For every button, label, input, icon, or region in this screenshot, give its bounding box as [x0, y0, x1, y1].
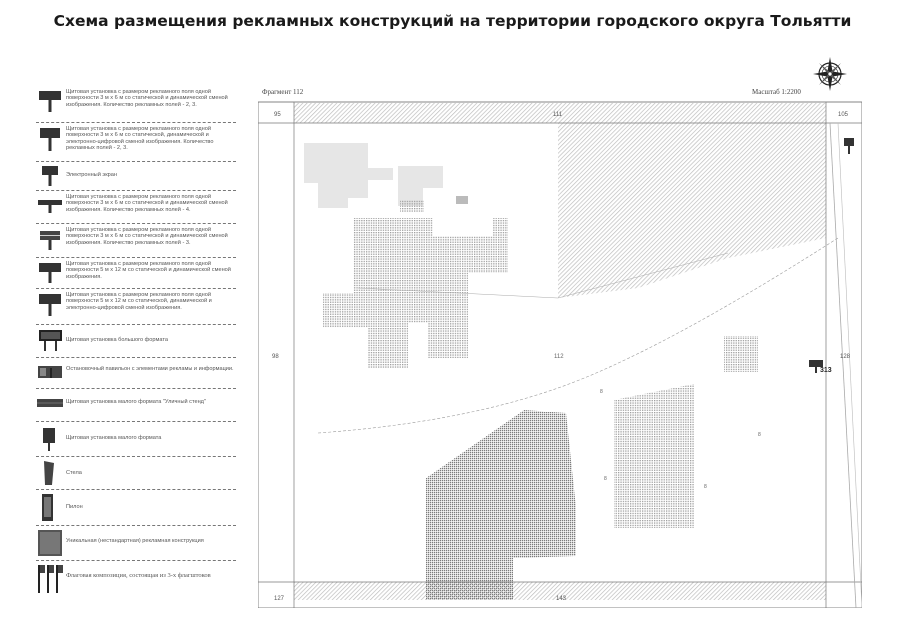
legend-item	[36, 358, 236, 389]
legend	[36, 86, 236, 597]
legend-text: Щитовая установка с размером рекламного поля одной поверхности 3 м х 6 м со статической и динамической сменой изображения. Количество рекламных полей - 2, 3.	[66, 89, 228, 108]
fragment-number: 98	[272, 354, 279, 360]
legend-text: Щитовая установка малого формата	[66, 435, 162, 441]
legend-text: Электронный экран	[66, 172, 117, 178]
building	[724, 336, 758, 372]
billboard-4-fields-icon	[36, 191, 64, 223]
legend-item	[36, 224, 236, 258]
stele-icon	[36, 457, 64, 489]
legend-text: Флаговая композиция, состоящая из 3-х флагштоков	[66, 572, 211, 579]
fragment-number: 128	[840, 354, 851, 360]
map[interactable]	[258, 88, 862, 608]
legend-item	[36, 325, 236, 358]
billboard-5x12-digital-icon	[36, 289, 64, 324]
legend-text: Щитовая установка большого формата	[66, 337, 168, 343]
legend-text: Щитовая установка с размером рекламного поля одной поверхности 3 м х 6 м со статической, динамической и электронно-цифровой сменой изображения. Количество рекламных полей - 2, 3.	[66, 126, 214, 151]
billboard-3-fields-icon	[36, 224, 64, 257]
fragment-label: Фрагмент 112	[262, 88, 304, 96]
map-mark: 8	[600, 389, 603, 395]
unique-construction-icon	[36, 526, 64, 560]
pylon-icon	[36, 490, 64, 525]
compass-rose-icon	[812, 56, 848, 92]
legend-text: Стела	[66, 470, 82, 476]
legend-text: Щитовая установка малого формата "Уличный стенд"	[66, 399, 206, 405]
street-stand-icon	[36, 389, 64, 421]
legend-text: Щитовая установка с размером рекламного поля одной поверхности 3 м х 6 м со статической и динамической сменой изображения. Количество рекламных полей - 3.	[66, 227, 228, 246]
legend-text: Остановочный павильон с элементами рекламы и информации.	[66, 366, 234, 372]
legend-item	[36, 389, 236, 422]
fragment-number: 127	[274, 596, 285, 602]
site-number: 313	[820, 367, 832, 374]
billboard-3x6-static-icon	[36, 86, 64, 122]
legend-text: Уникальная (нестандартная) рекламная конструкция	[66, 538, 204, 544]
building	[456, 196, 468, 204]
fragment-number: 111	[553, 112, 563, 118]
legend-text: Пилон	[66, 504, 83, 510]
fragment-number: 105	[838, 112, 849, 118]
fragment-number: 112	[554, 354, 564, 360]
legend-item	[36, 422, 236, 457]
small-billboard-icon	[36, 422, 64, 456]
map-mark: 8	[758, 432, 761, 438]
legend-item	[36, 258, 236, 289]
page-title: Схема размещения рекламных конструкций на территории городского округа Тольятти	[53, 12, 852, 30]
legend-text: Щитовая установка с размером рекламного поля одной поверхности 5 м х 12 м со статической, динамической и электронно-цифровой сменой изображения.	[66, 292, 212, 311]
legend-item	[36, 526, 236, 561]
map-mark: 8	[704, 484, 707, 490]
legend-item	[36, 561, 236, 597]
legend-item	[36, 123, 236, 162]
legend-text: Щитовая установка с размером рекламного поля одной поверхности 5 м х 12 м со статической и динамической сменой изображения.	[66, 261, 231, 280]
building	[400, 200, 424, 212]
fragment-number: 143	[556, 596, 567, 602]
legend-item	[36, 86, 236, 123]
bus-stop-pavilion-icon	[36, 358, 64, 388]
scale-label: Масштаб 1:2200	[752, 88, 801, 96]
legend-item	[36, 191, 236, 224]
large-billboard-icon	[36, 325, 64, 357]
flag-composition-icon	[36, 561, 64, 597]
electronic-screen-icon	[36, 162, 64, 190]
billboard-3x6-digital-icon	[36, 123, 64, 161]
legend-item	[36, 289, 236, 325]
legend-item	[36, 490, 236, 526]
map-mark: 8	[604, 476, 607, 482]
legend-item	[36, 457, 236, 490]
billboard-5x12-static-icon	[36, 258, 64, 288]
legend-text: Щитовая установка с размером рекламного поля одной поверхности 3 м х 6 м со статической и динамической сменой изображения. Количество рекламных полей - 4.	[66, 194, 228, 213]
fragment-number: 95	[274, 112, 281, 118]
building	[614, 384, 694, 528]
legend-item	[36, 162, 236, 191]
